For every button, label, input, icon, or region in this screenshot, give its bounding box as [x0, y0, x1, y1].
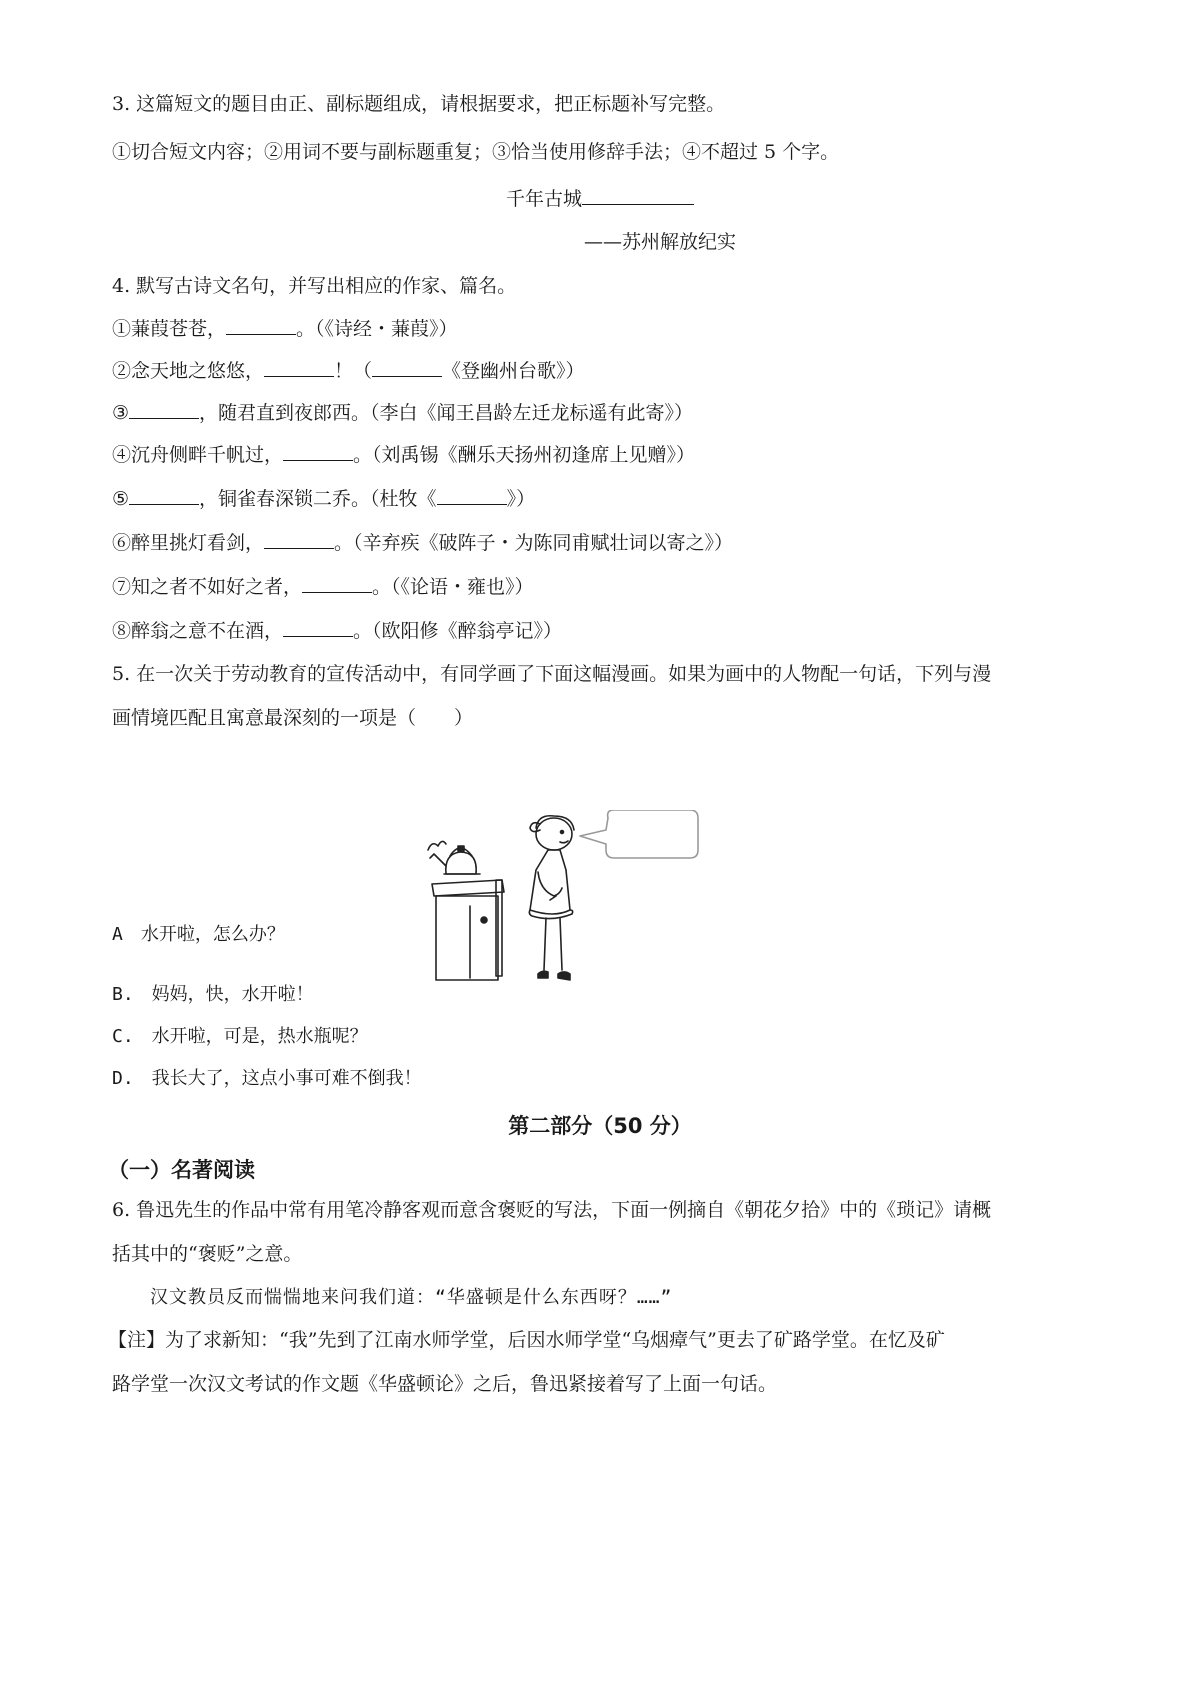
speech-bubble: [580, 810, 698, 858]
q5-stem-line2: 画情境匹配且寓意最深刻的一项是（ ）: [112, 707, 474, 729]
item-text: ③: [112, 402, 130, 424]
answer-blank[interactable]: [264, 356, 334, 377]
cartoon-girl-kettle-image: [420, 810, 780, 1000]
answer-blank[interactable]: [264, 528, 334, 549]
q3-requirements: ①切合短文内容；②用词不要与副标题重复；③恰当使用修辞手法；④不超过 5 个字。: [112, 141, 840, 163]
item-text: ②念天地之悠悠，: [112, 360, 265, 382]
main-title-prefix: 千年古城: [505, 188, 582, 210]
q4-item-8: [112, 616, 562, 645]
main-title-blank[interactable]: [582, 184, 694, 205]
item-text: ⑤: [112, 488, 130, 510]
item-text: ⑧醉翁之意不在酒，: [112, 620, 284, 642]
answer-blank[interactable]: [129, 398, 199, 419]
note-text: 为了求新知：“我”先到了江南水师学堂，后因水师学堂“乌烟瘴气”更去了矿路学堂。在忆及矿: [165, 1329, 945, 1351]
q5-option-c[interactable]: C. 水开啦，可是，热水瓶呢？: [112, 1026, 368, 1047]
stove-cabinet: [436, 896, 498, 980]
q4-item-6: [112, 528, 733, 557]
q4-item-1: [112, 314, 458, 343]
q6-note-line1: [108, 1326, 945, 1354]
girl-dress: [530, 850, 570, 914]
item-source: ，随君直到夜郎西。（李白《闻王昌龄左迁龙标遥有此寄》）: [199, 402, 694, 424]
item-source: 。（《诗经・蒹葭》）: [296, 318, 458, 340]
item-text: ①蒹葭苍苍，: [112, 318, 227, 340]
item-source: 。（刘禹锡《酬乐天扬州初逢席上见赠》）: [353, 444, 696, 466]
q6-note-line2: 路学堂一次汉文考试的作文题《华盛顿论》之后，鲁迅紧接着写了上面一句话。: [112, 1373, 778, 1395]
item-source: ，铜雀春深锁二乔。（杜牧《: [199, 488, 437, 510]
girl-head: [536, 818, 572, 850]
q5-option-d[interactable]: D. 我长大了，这点小事可难不倒我！: [112, 1068, 422, 1089]
q4-item-4: [112, 440, 695, 469]
section-heading-classics: （一）名著阅读: [108, 1158, 255, 1182]
q6-quote: 汉文教员反而惴惴地来问我们道：“华盛顿是什么东西呀？……”: [150, 1287, 673, 1308]
answer-blank[interactable]: [283, 440, 353, 461]
q5-option-a[interactable]: A 水开啦，怎么办？: [112, 924, 285, 945]
item-punct: ！（: [334, 360, 373, 382]
steam-icon: [428, 841, 446, 850]
note-label: 【注】: [108, 1329, 166, 1351]
answer-blank[interactable]: [302, 572, 372, 593]
answer-blank[interactable]: [283, 616, 353, 637]
q4-item-7: [112, 572, 534, 601]
title-blank[interactable]: [437, 484, 507, 505]
item-text: ⑦知之者不如好之者，: [112, 576, 303, 598]
answer-blank[interactable]: [129, 484, 199, 505]
q3-main-title: [0, 184, 1200, 213]
answer-blank[interactable]: [226, 314, 296, 335]
item-source: 。（欧阳修《醉翁亭记》）: [353, 620, 563, 642]
item-source-end: 》）: [506, 488, 536, 510]
q5-option-b[interactable]: B. 妈妈，快，水开啦！: [112, 984, 314, 1005]
q6-stem-line1: 6. 鲁迅先生的作品中常有用笔冷静客观而意含褒贬的写法，下面一例摘自《朝花夕拾》中的《琐记》请概: [112, 1199, 992, 1221]
q4-item-5: [112, 484, 535, 513]
item-text: ⑥醉里挑灯看剑，: [112, 532, 265, 554]
q3-stem: 3. 这篇短文的题目由正、副标题组成，请根据要求，把正标题补写完整。: [112, 93, 726, 115]
q5-stem-line1: 5. 在一次关于劳动教育的宣传活动中，有同学画了下面这幅漫画。如果为画中的人物配一句话，下列与漫: [112, 663, 992, 685]
item-source: 。（辛弃疾《破阵子・为陈同甫赋壮词以寄之》）: [334, 532, 734, 554]
q3-subtitle: ——苏州解放纪实: [583, 231, 736, 253]
q6-stem-line2: 括其中的“褒贬”之意。: [112, 1243, 303, 1265]
q4-item-3: [112, 398, 693, 427]
item-source: 。（《论语・雍也》）: [372, 576, 534, 598]
author-blank[interactable]: [372, 356, 442, 377]
q4-stem: 4. 默写古诗文名句，并写出相应的作家、篇名。: [112, 275, 517, 297]
item-source: 《登幽州台歌》）: [442, 360, 585, 382]
q4-item-2: [112, 356, 585, 385]
item-text: ④沉舟侧畔千帆过，: [112, 444, 284, 466]
part2-heading: 第二部分（50 分）: [508, 1114, 692, 1138]
